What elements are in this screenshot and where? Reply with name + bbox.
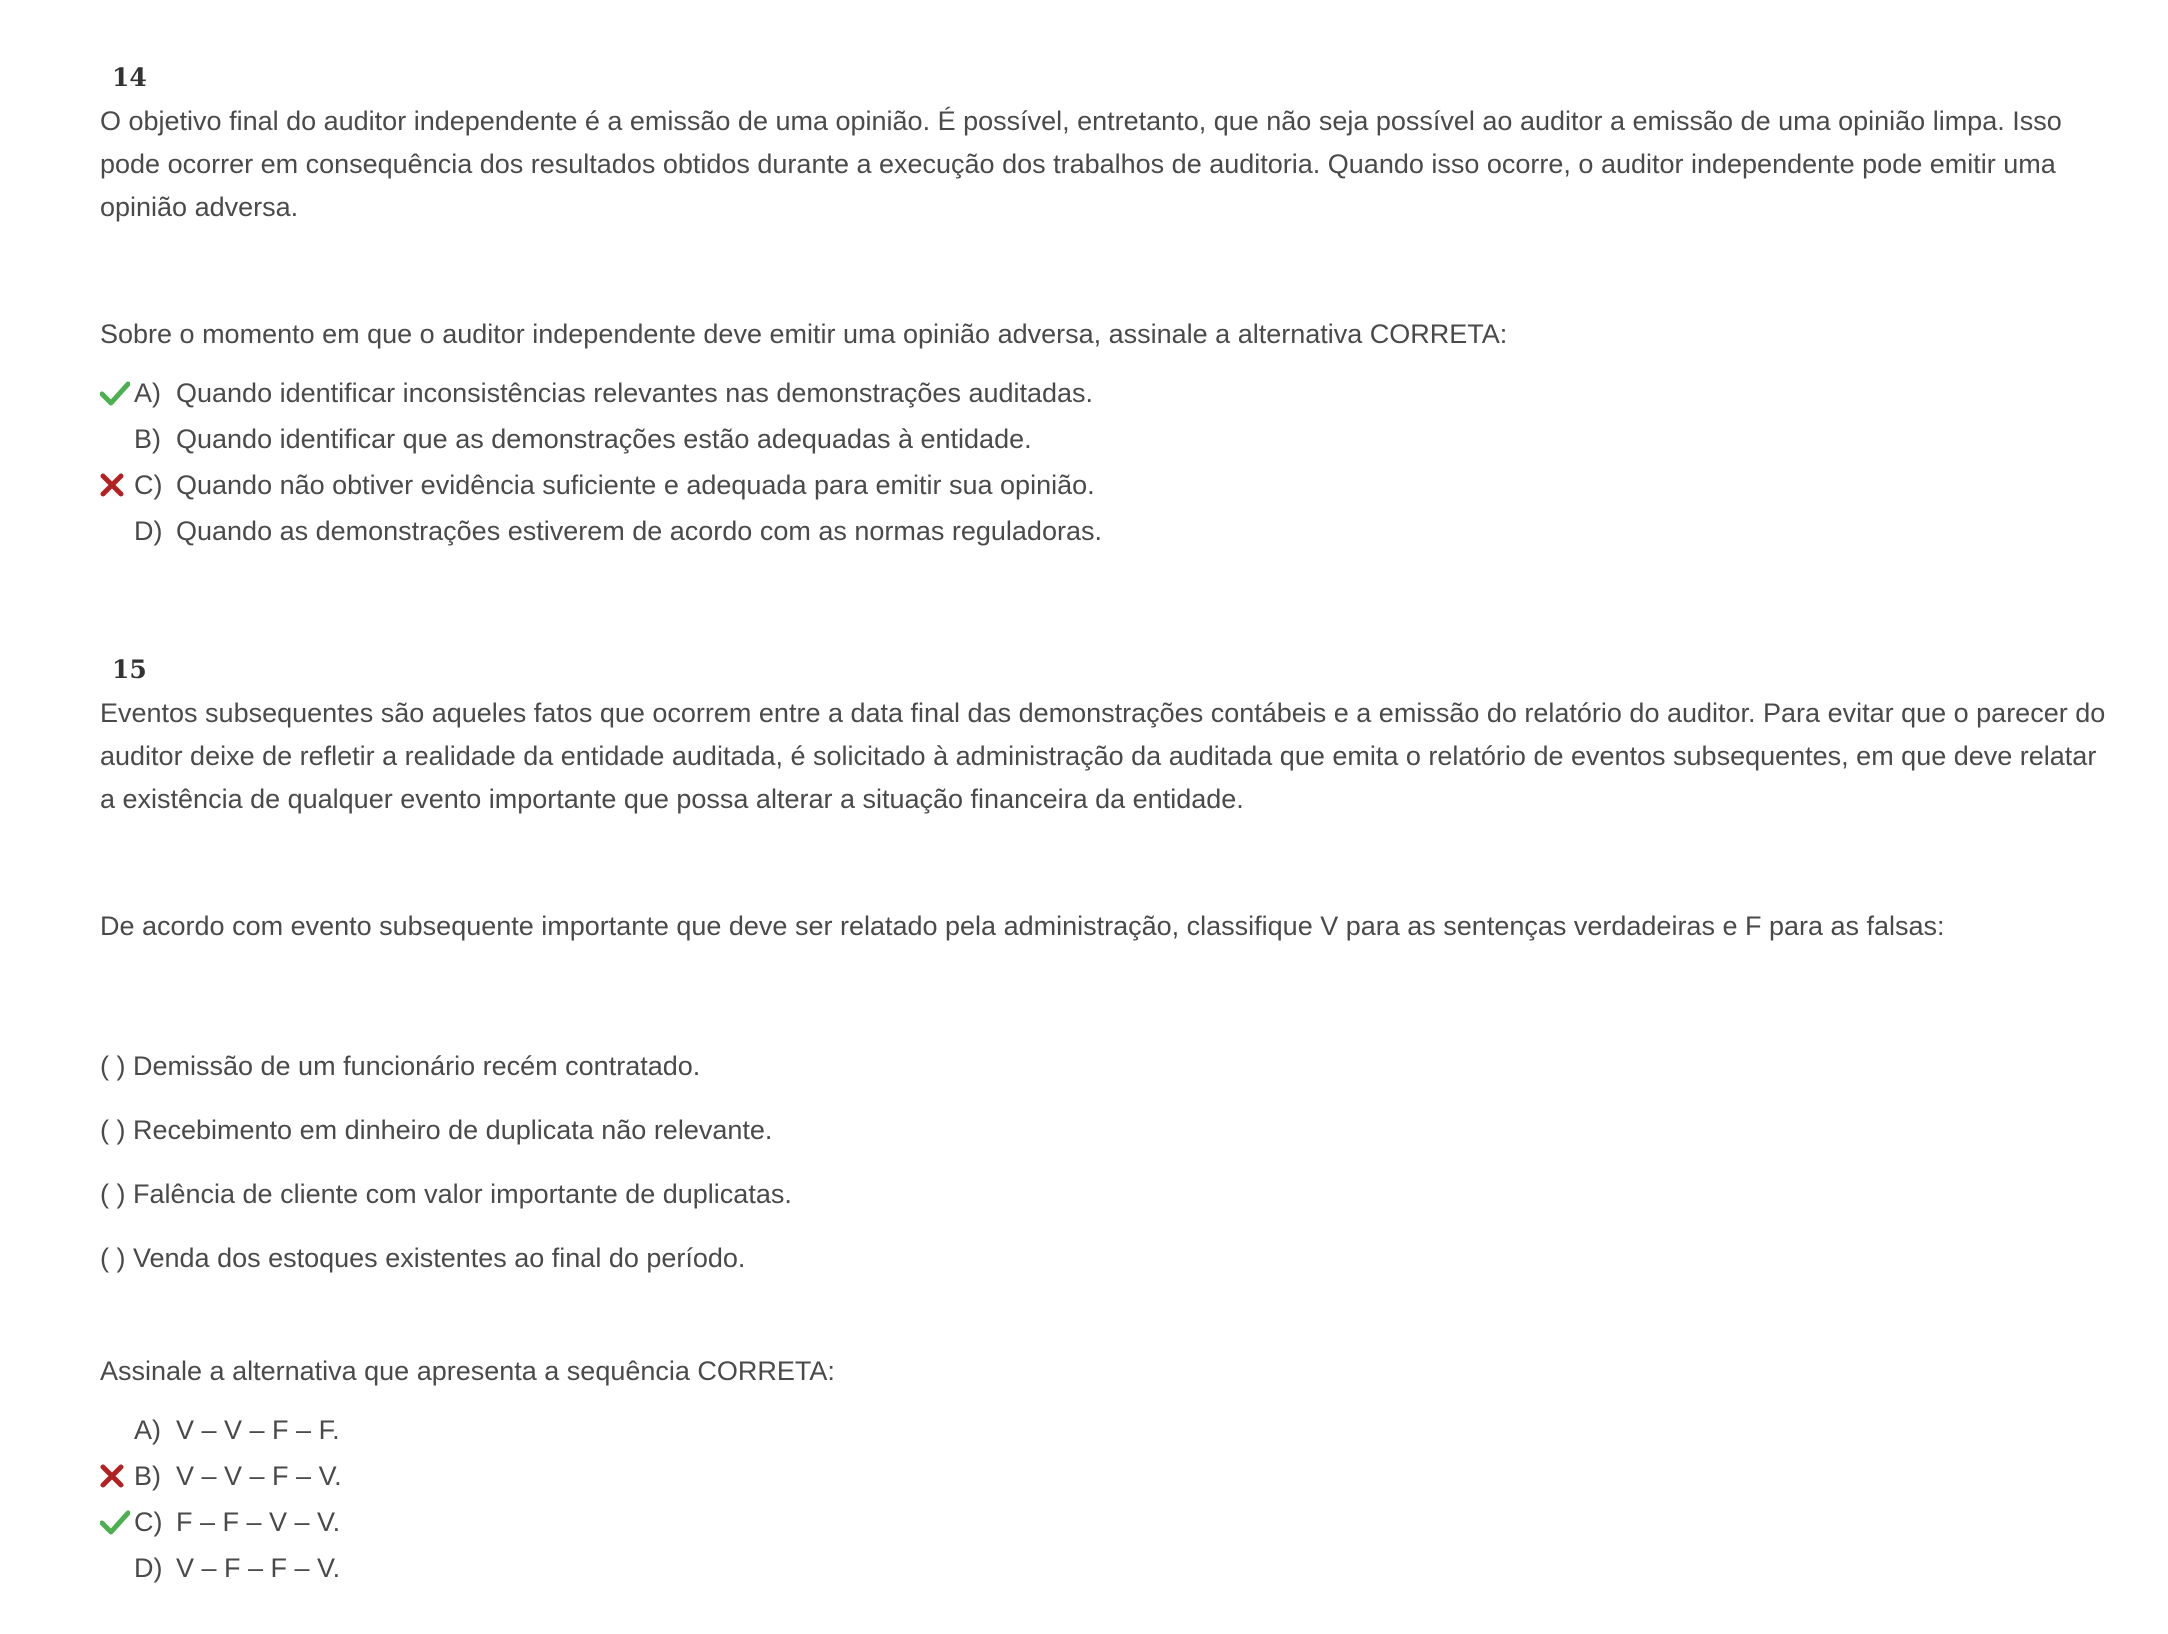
option-letter: C) <box>134 469 163 500</box>
option-text: V – F – F – V. <box>176 1552 341 1583</box>
check-icon <box>100 1507 134 1537</box>
options-list <box>100 370 2110 554</box>
question-15 <box>100 654 2110 1591</box>
option-b[interactable] <box>100 416 2110 462</box>
option-letter: D) <box>134 1552 163 1583</box>
statement-1: ( ) Demissão de um funcionário recém contratado. <box>100 1051 701 1081</box>
statement-4: ( ) Venda dos estoques existentes ao final do período. <box>100 1243 746 1273</box>
option-a[interactable] <box>100 1407 2110 1453</box>
question-prompt-2: Assinale a alternativa que apresenta a sequência CORRETA: <box>100 1356 835 1386</box>
option-text: Quando não obtiver evidência suficiente e adequada para emitir sua opinião. <box>176 469 1095 500</box>
option-text: Quando identificar inconsistências relevantes nas demonstrações auditadas. <box>176 377 1094 408</box>
option-c[interactable] <box>100 1499 2110 1545</box>
check-icon <box>100 378 134 408</box>
option-text: Quando identificar que as demonstrações estão adequadas à entidade. <box>176 423 1032 454</box>
question-intro: O objetivo final do auditor independente é a emissão de uma opinião. É possível, entretanto, que não seja possível ao auditor a emissão de uma opinião limpa. Isso pode ocorrer em consequência dos resultados obtidos durante a execução dos trabalhos de auditoria. Quando isso ocorre, o auditor independente pode emitir uma opinião adversa. <box>100 106 2062 222</box>
question-prompt: Sobre o momento em que o auditor independente deve emitir uma opinião adversa, assinale a alternativa CORRETA: <box>100 319 1508 349</box>
statements-list <box>100 1034 2110 1290</box>
option-text: V – V – F – V. <box>176 1460 342 1491</box>
option-a[interactable] <box>100 370 2110 416</box>
option-letter: C) <box>134 1506 163 1537</box>
option-text: F – F – V – V. <box>176 1506 341 1537</box>
option-letter: B) <box>134 1460 161 1491</box>
option-b[interactable] <box>100 1453 2110 1499</box>
option-letter: B) <box>134 423 161 454</box>
options-list <box>100 1407 2110 1591</box>
question-prompt: De acordo com evento subsequente importante que deve ser relatado pela administração, classifique V para as sentenças verdadeiras e F para as falsas: <box>100 911 1945 941</box>
option-c[interactable] <box>100 462 2110 508</box>
question-intro: Eventos subsequentes são aqueles fatos que ocorrem entre a data final das demonstrações contábeis e a emissão do relatório do auditor. Para evitar que o parecer do auditor deixe de refletir a realidade da entidade auditada, é solicitado à administração da auditada que emita o relatório de eventos subsequentes, em que deve relatar a existência de qualquer evento importante que possa alterar a situação financeira da entidade. <box>100 698 2106 814</box>
option-d[interactable] <box>100 1545 2110 1591</box>
question-14 <box>100 62 2110 554</box>
option-letter: A) <box>134 1414 161 1445</box>
option-letter: D) <box>134 515 163 546</box>
cross-icon <box>100 1461 134 1491</box>
question-number: 14 <box>112 63 147 92</box>
option-text: V – V – F – F. <box>176 1414 340 1445</box>
statement-2: ( ) Recebimento em dinheiro de duplicata não relevante. <box>100 1115 773 1145</box>
question-number: 15 <box>112 655 147 684</box>
option-letter: A) <box>134 377 161 408</box>
statement-3: ( ) Falência de cliente com valor importante de duplicatas. <box>100 1179 792 1209</box>
option-d[interactable] <box>100 508 2110 554</box>
cross-icon <box>100 470 134 500</box>
option-text: Quando as demonstrações estiverem de acordo com as normas reguladoras. <box>176 515 1102 546</box>
